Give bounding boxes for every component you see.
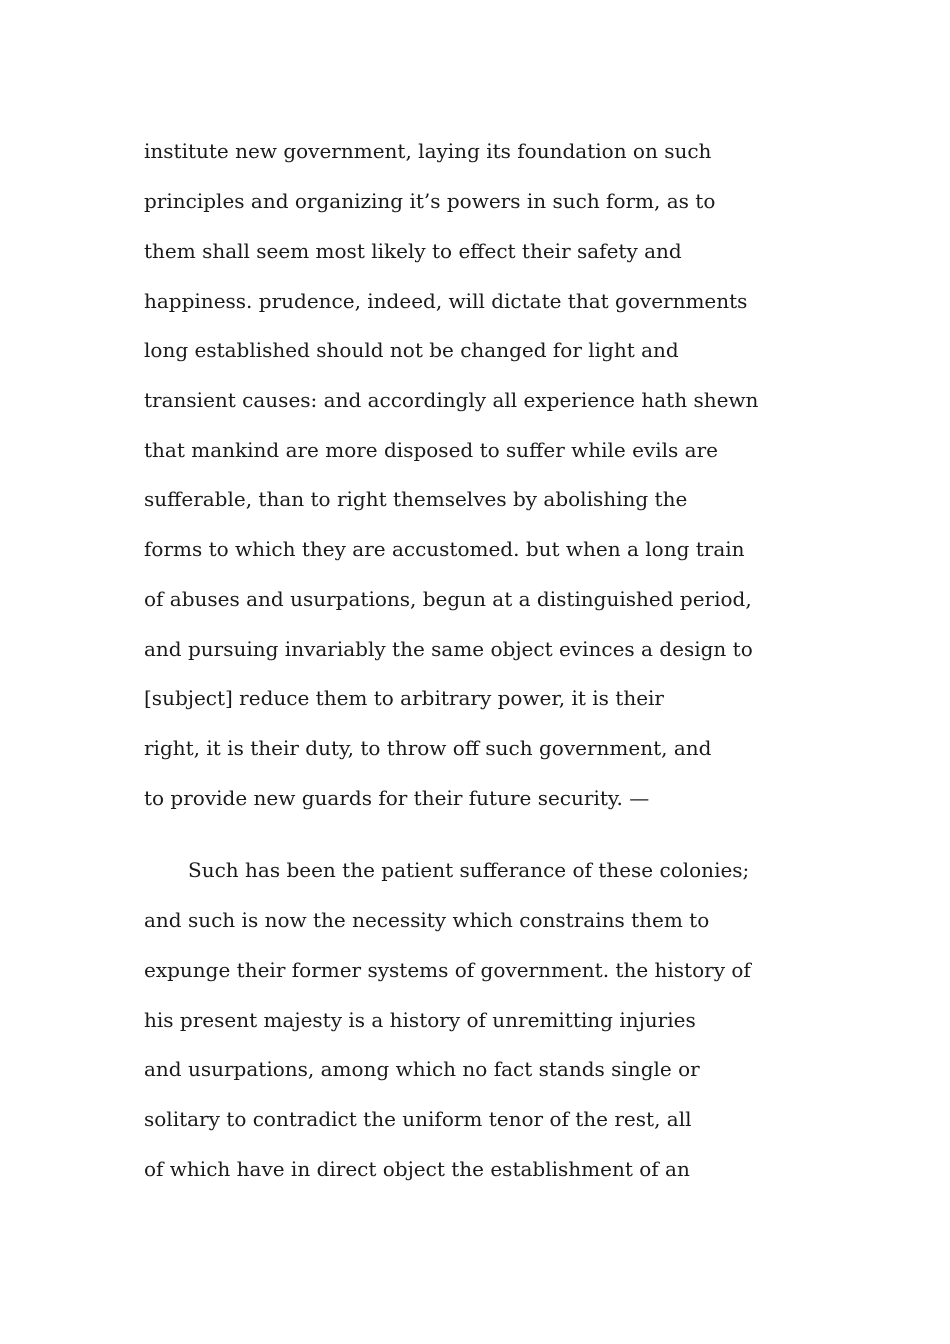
- text-line: and pursuing invariably the same object evinces a design to: [144, 637, 753, 661]
- text-line: solitary to contradict the uniform tenor of the rest, all: [144, 1107, 692, 1131]
- text-line: principles and organizing it’s powers in such form, as to: [144, 189, 716, 213]
- text-line: and such is now the necessity which constrains them to: [144, 908, 710, 932]
- text-line: institute new government, laying its foundation on such: [144, 139, 712, 163]
- text-line: happiness. prudence, indeed, will dictate that governments: [144, 289, 748, 313]
- text-line: them shall seem most likely to effect their safety and: [144, 239, 682, 263]
- text-line: of abuses and usurpations, begun at a distinguished period,: [144, 587, 752, 611]
- text-line: to provide new guards for their future security. —: [144, 786, 650, 810]
- text-line: of which have in direct object the establishment of an: [144, 1157, 690, 1181]
- text-line: expunge their former systems of government. the history of: [144, 958, 751, 982]
- text-line: that mankind are more disposed to suffer while evils are: [144, 438, 718, 462]
- text-line: long established should not be changed for light and: [144, 338, 679, 362]
- text-line: Such has been the patient sufferance of these colonies;: [188, 858, 750, 882]
- text-line: sufferable, than to right themselves by abolishing the: [144, 487, 688, 511]
- text-line: transient causes: and accordingly all experience hath shewn: [144, 388, 759, 412]
- text-line: [subject] reduce them to arbitrary power, it is their: [144, 686, 664, 710]
- text-line: forms to which they are accustomed. but when a long train: [144, 537, 745, 561]
- text-line: and usurpations, among which no fact stands single or: [144, 1057, 700, 1081]
- text-line: right, it is their duty, to throw off such government, and: [144, 736, 712, 760]
- text-line: his present majesty is a history of unremitting injuries: [144, 1008, 696, 1032]
